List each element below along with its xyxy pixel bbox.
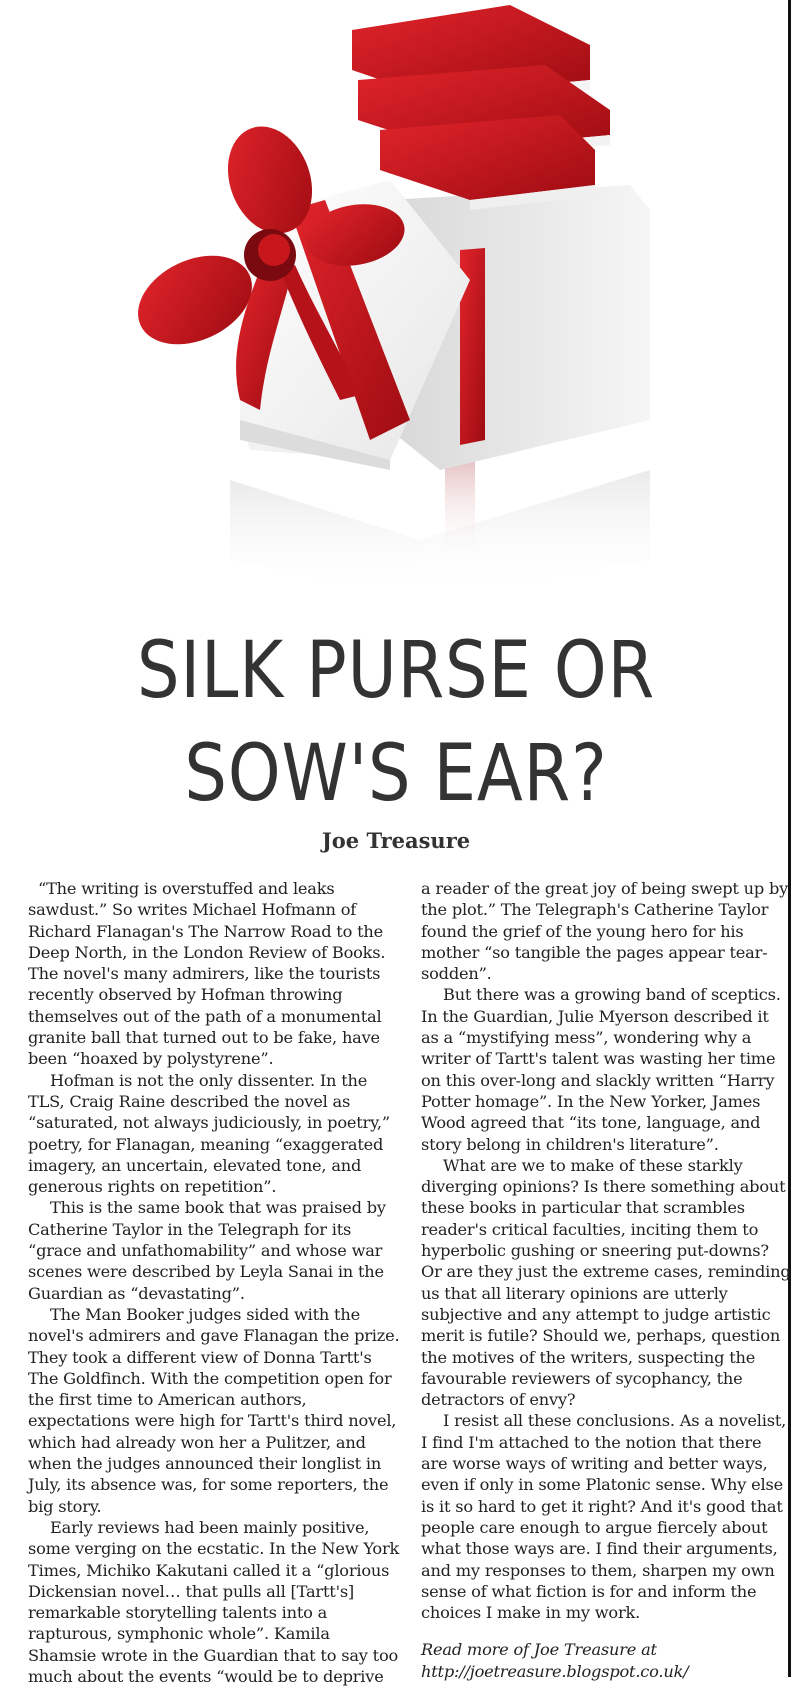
right-column: [421, 878, 791, 1682]
article-title-line-1: SILK PURSE OR: [136, 626, 656, 716]
paragraph: a reader of the great joy of being swept up by the plot.” The Telegraph's Catherine Taylor found the grief of the young hero for his mother “so tangible the pages appear tear-sodden”.: [421, 879, 789, 984]
author-byline: Joe Treasure: [321, 828, 471, 853]
paragraph: “The writing is overstuffed and leaks sawdust.” So writes Michael Hofmann of Richard Flanagan's The Narrow Road to the Deep North, in the London Review of Books. The novel's many admirers, like the tourists recently observed by Hofman throwing themselves out of the path of a monumental granite ball that turned out to be fake, have been “hoaxed by polystyrene”.: [28, 879, 386, 1069]
paragraph: But there was a growing band of sceptics. In the Guardian, Julie Myerson described it as a “mystifying mess”, wondering why a writer of Tartt's talent was wasting her time on this over-long and slackly written “Harry Potter homage”. In the New Yorker, James Wood agreed that “its tone, language, and story belong in children's literature”.: [421, 985, 781, 1154]
gift-books-illustration: [90, 0, 710, 600]
paragraph: I resist all these conclusions. As a novelist, I find I'm attached to the notion that there are worse ways of writing and better ways, even if only in some Platonic sense. Why else is it so hard to get it right? And it's good that people care enough to argue fiercely about what those ways are. I find their arguments, and my responses to them, sharpen my own sense of what fiction is for and inform the choices I make in my work.: [421, 1411, 787, 1623]
paragraph: Early reviews had been mainly positive, some verging on the ecstatic. In the New York Times, Michiko Kakutani called it a “glorious Dickensian novel… that pulls all [Tartt's] remarkable storytelling talents into a rapturous, symphonic whole”. Kamila Shamsie wrote in the Guardian that to say too much about the events “would be to deprive: [28, 1517, 400, 1686]
left-column: [28, 878, 400, 1687]
paragraph: Hofman is not the only dissenter. In the TLS, Craig Raine described the novel as “saturated, not always judiciously, in poetry,” poetry, for Flanagan, meaning “exaggerated imagery, an uncertain, elevated tone, and generous rights on repetition”.: [28, 1070, 390, 1197]
paragraph: This is the same book that was praised by Catherine Taylor in the Telegraph for its “grace and unfathomability” and whose war scenes were described by Leyla Sanai in the Guardian as “devastating”.: [28, 1198, 386, 1303]
read-more-link[interactable]: Read more of Joe Treasure at http://joetreasure.blogspot.co.uk/: [421, 1640, 689, 1681]
paragraph: The Man Booker judges sided with the novel's admirers and gave Flanagan the prize. They took a different view of Donna Tartt's The Goldfinch. With the competition open for the first time to American authors, expectations were high for Tartt's third novel, which had already won her a Pulitzer, and when the judges announced their longlist in July, its absence was, for some reporters, the big story.: [28, 1304, 400, 1516]
paragraph: What are we to make of these starkly diverging opinions? Is there something about these books in particular that scrambles reader's critical faculties, inciting them to hyperbolic gushing or sneering put-downs? Or are they just the extreme cases, reminding us that all literary opinions are utterly subjective and any attempt to judge artistic merit is futile? Should we, perhaps, question the motives of the writers, suspecting the favourable reviewers of sycophancy, the detractors of envy?: [421, 1155, 791, 1410]
article-title-line-2: SOW'S EAR?: [184, 729, 608, 819]
